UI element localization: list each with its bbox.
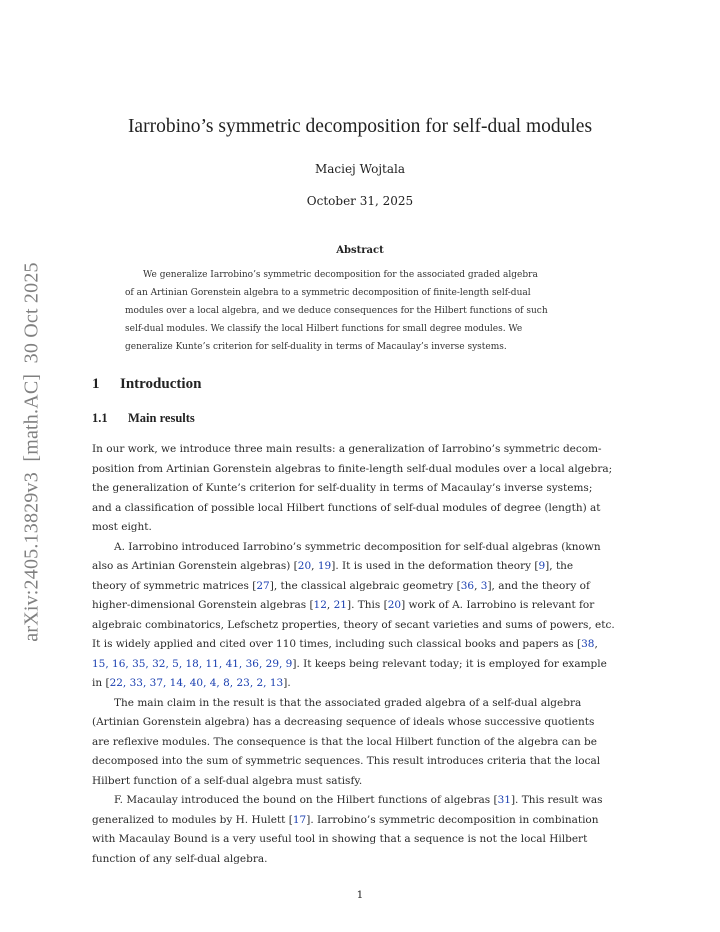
body-line <box>92 674 626 694</box>
citation-link[interactable]: 31 <box>497 794 511 806</box>
body-line <box>92 596 626 616</box>
page-number: 1 <box>356 889 364 901</box>
text-run: ] work of A. Iarrobino is relevant for <box>401 599 595 611</box>
citation-link[interactable]: 21 <box>333 599 347 611</box>
body-line: with Macaulay Bound is a very useful tool in showing that a sequence is not the local Hilbert <box>92 833 588 845</box>
body-line <box>92 577 626 597</box>
text-run: ]. It keeps being relevant today; it is employed for example <box>292 657 607 670</box>
text-run: theory of symmetric matrices [ <box>92 579 257 592</box>
paper-title: Iarrobino’s symmetric decomposition for self-dual modules <box>127 116 593 137</box>
body-line: A. Iarrobino introduced Iarrobino’s symmetric decomposition for self-dual algebras (known <box>114 540 601 553</box>
body-line: (Artinian Gorenstein algebra) has a decreasing sequence of ideals whose successive quotients <box>92 716 595 728</box>
body-line: decomposed into the sum of symmetric sequences. This result introduces criteria that the local <box>92 755 601 767</box>
abstract-line: self-dual modules. We classify the local Hilbert functions for small degree modules. We <box>125 324 523 334</box>
text-run: ], the <box>545 560 574 572</box>
body-line <box>92 791 626 811</box>
text-run: , <box>474 579 481 592</box>
body-line: position from Artinian Gorenstein algebras to finite-length self-dual modules over a local algebra; <box>92 462 613 475</box>
citation-link-group[interactable]: 15, 16, 35, 32, 5, 18, 11, 41, 36, 29, 9 <box>92 657 293 670</box>
citation-link[interactable]: 36 <box>460 579 475 592</box>
text-run: ], the classical algebraic geometry [ <box>269 579 461 592</box>
text-run: also as Artinian Gorenstein algebras) [ <box>92 560 298 572</box>
text-run: , <box>326 599 334 611</box>
text-run: , <box>594 638 598 650</box>
abstract-line: We generalize Iarrobino’s symmetric decomposition for the associated graded algebra <box>143 270 538 280</box>
citation-link[interactable]: 9 <box>538 560 546 572</box>
text-run: It is widely applied and cited over 110 times, including such classical books and papers as [ <box>92 638 582 650</box>
subsection-heading <box>92 411 195 426</box>
body-line: function of any self-dual algebra. <box>92 852 268 865</box>
author-name: Maciej Wojtala <box>314 162 406 176</box>
body-line: most eight. <box>92 521 152 533</box>
citation-link-group[interactable]: 22, 33, 37, 14, 40, 4, 8, 23, 2, 13 <box>109 677 284 689</box>
body-line: Hilbert function of a self-dual algebra must satisfy. <box>92 774 363 787</box>
body-line <box>92 557 626 577</box>
text-run: ]. <box>283 677 291 689</box>
section-title: Introduction <box>120 376 202 392</box>
subsection-title: Main results <box>128 411 195 425</box>
citation-link[interactable]: 3 <box>480 579 488 592</box>
citation-link[interactable]: 12 <box>313 599 327 611</box>
text-run: F. Macaulay introduced the bound on the Hilbert functions of algebras [ <box>114 794 498 806</box>
text-run: ]. Iarrobino’s symmetric decomposition in combination <box>306 813 599 826</box>
text-run: ], and the theory of <box>487 579 590 592</box>
section-number: 1 <box>92 376 100 392</box>
text-run: higher-dimensional Gorenstein algebras [ <box>92 599 314 611</box>
text-run: , <box>311 560 318 572</box>
text-run: ]. This [ <box>346 599 388 611</box>
citation-link[interactable]: 27 <box>256 579 270 592</box>
subsection-number: 1.1 <box>92 411 108 425</box>
text-run: ]. This result was <box>510 794 603 806</box>
body-line: The main claim in the result is that the associated graded algebra of a self-dual algebra <box>114 696 582 709</box>
text-run: generalized to modules by H. Hulett [ <box>92 813 293 826</box>
body-line: are reflexive modules. The consequence is that the local Hilbert function of the algebra can be <box>92 735 597 748</box>
abstract-line: of an Artinian Gorenstein algebra to a symmetric decomposition of finite-length self-dual <box>125 288 531 298</box>
text-run: ]. It is used in the deformation theory [ <box>331 560 539 572</box>
body-line: In our work, we introduce three main results: a generalization of Iarrobino’s symmetric decom- <box>92 443 602 455</box>
citation-link[interactable]: 20 <box>297 560 312 572</box>
abstract-line: modules over a local algebra, and we deduce consequences for the Hilbert functions of such <box>125 306 548 316</box>
section-heading <box>92 376 201 393</box>
abstract-body <box>125 266 595 356</box>
body-line <box>92 811 626 831</box>
citation-link[interactable]: 20 <box>387 599 402 611</box>
abstract-line: generalize Kunte’s criterion for self-duality in terms of Macaulay’s inverse systems. <box>125 342 507 352</box>
body-line <box>92 635 626 655</box>
text-run: in [ <box>92 677 110 689</box>
body-line: algebraic combinatorics, Lefschetz properties, theory of secant varieties and sums of powers, etc. <box>92 618 615 631</box>
citation-link[interactable]: 38 <box>581 638 595 650</box>
publication-date: October 31, 2025 <box>306 194 414 208</box>
body-text <box>92 440 626 869</box>
body-line: the generalization of Kunte’s criterion for self-duality in terms of Macaulay’s inverse systems; <box>92 482 593 494</box>
citation-link[interactable]: 17 <box>292 813 307 826</box>
body-line <box>92 655 626 675</box>
arxiv-identifier-stamp: arXiv:2405.13829v3 [math.AC] 30 Oct 2025 <box>20 262 43 642</box>
abstract-heading: Abstract <box>336 245 384 256</box>
citation-link[interactable]: 19 <box>317 560 332 572</box>
body-line: and a classification of possible local Hilbert functions of self-dual modules of degree (length) at <box>92 501 601 514</box>
